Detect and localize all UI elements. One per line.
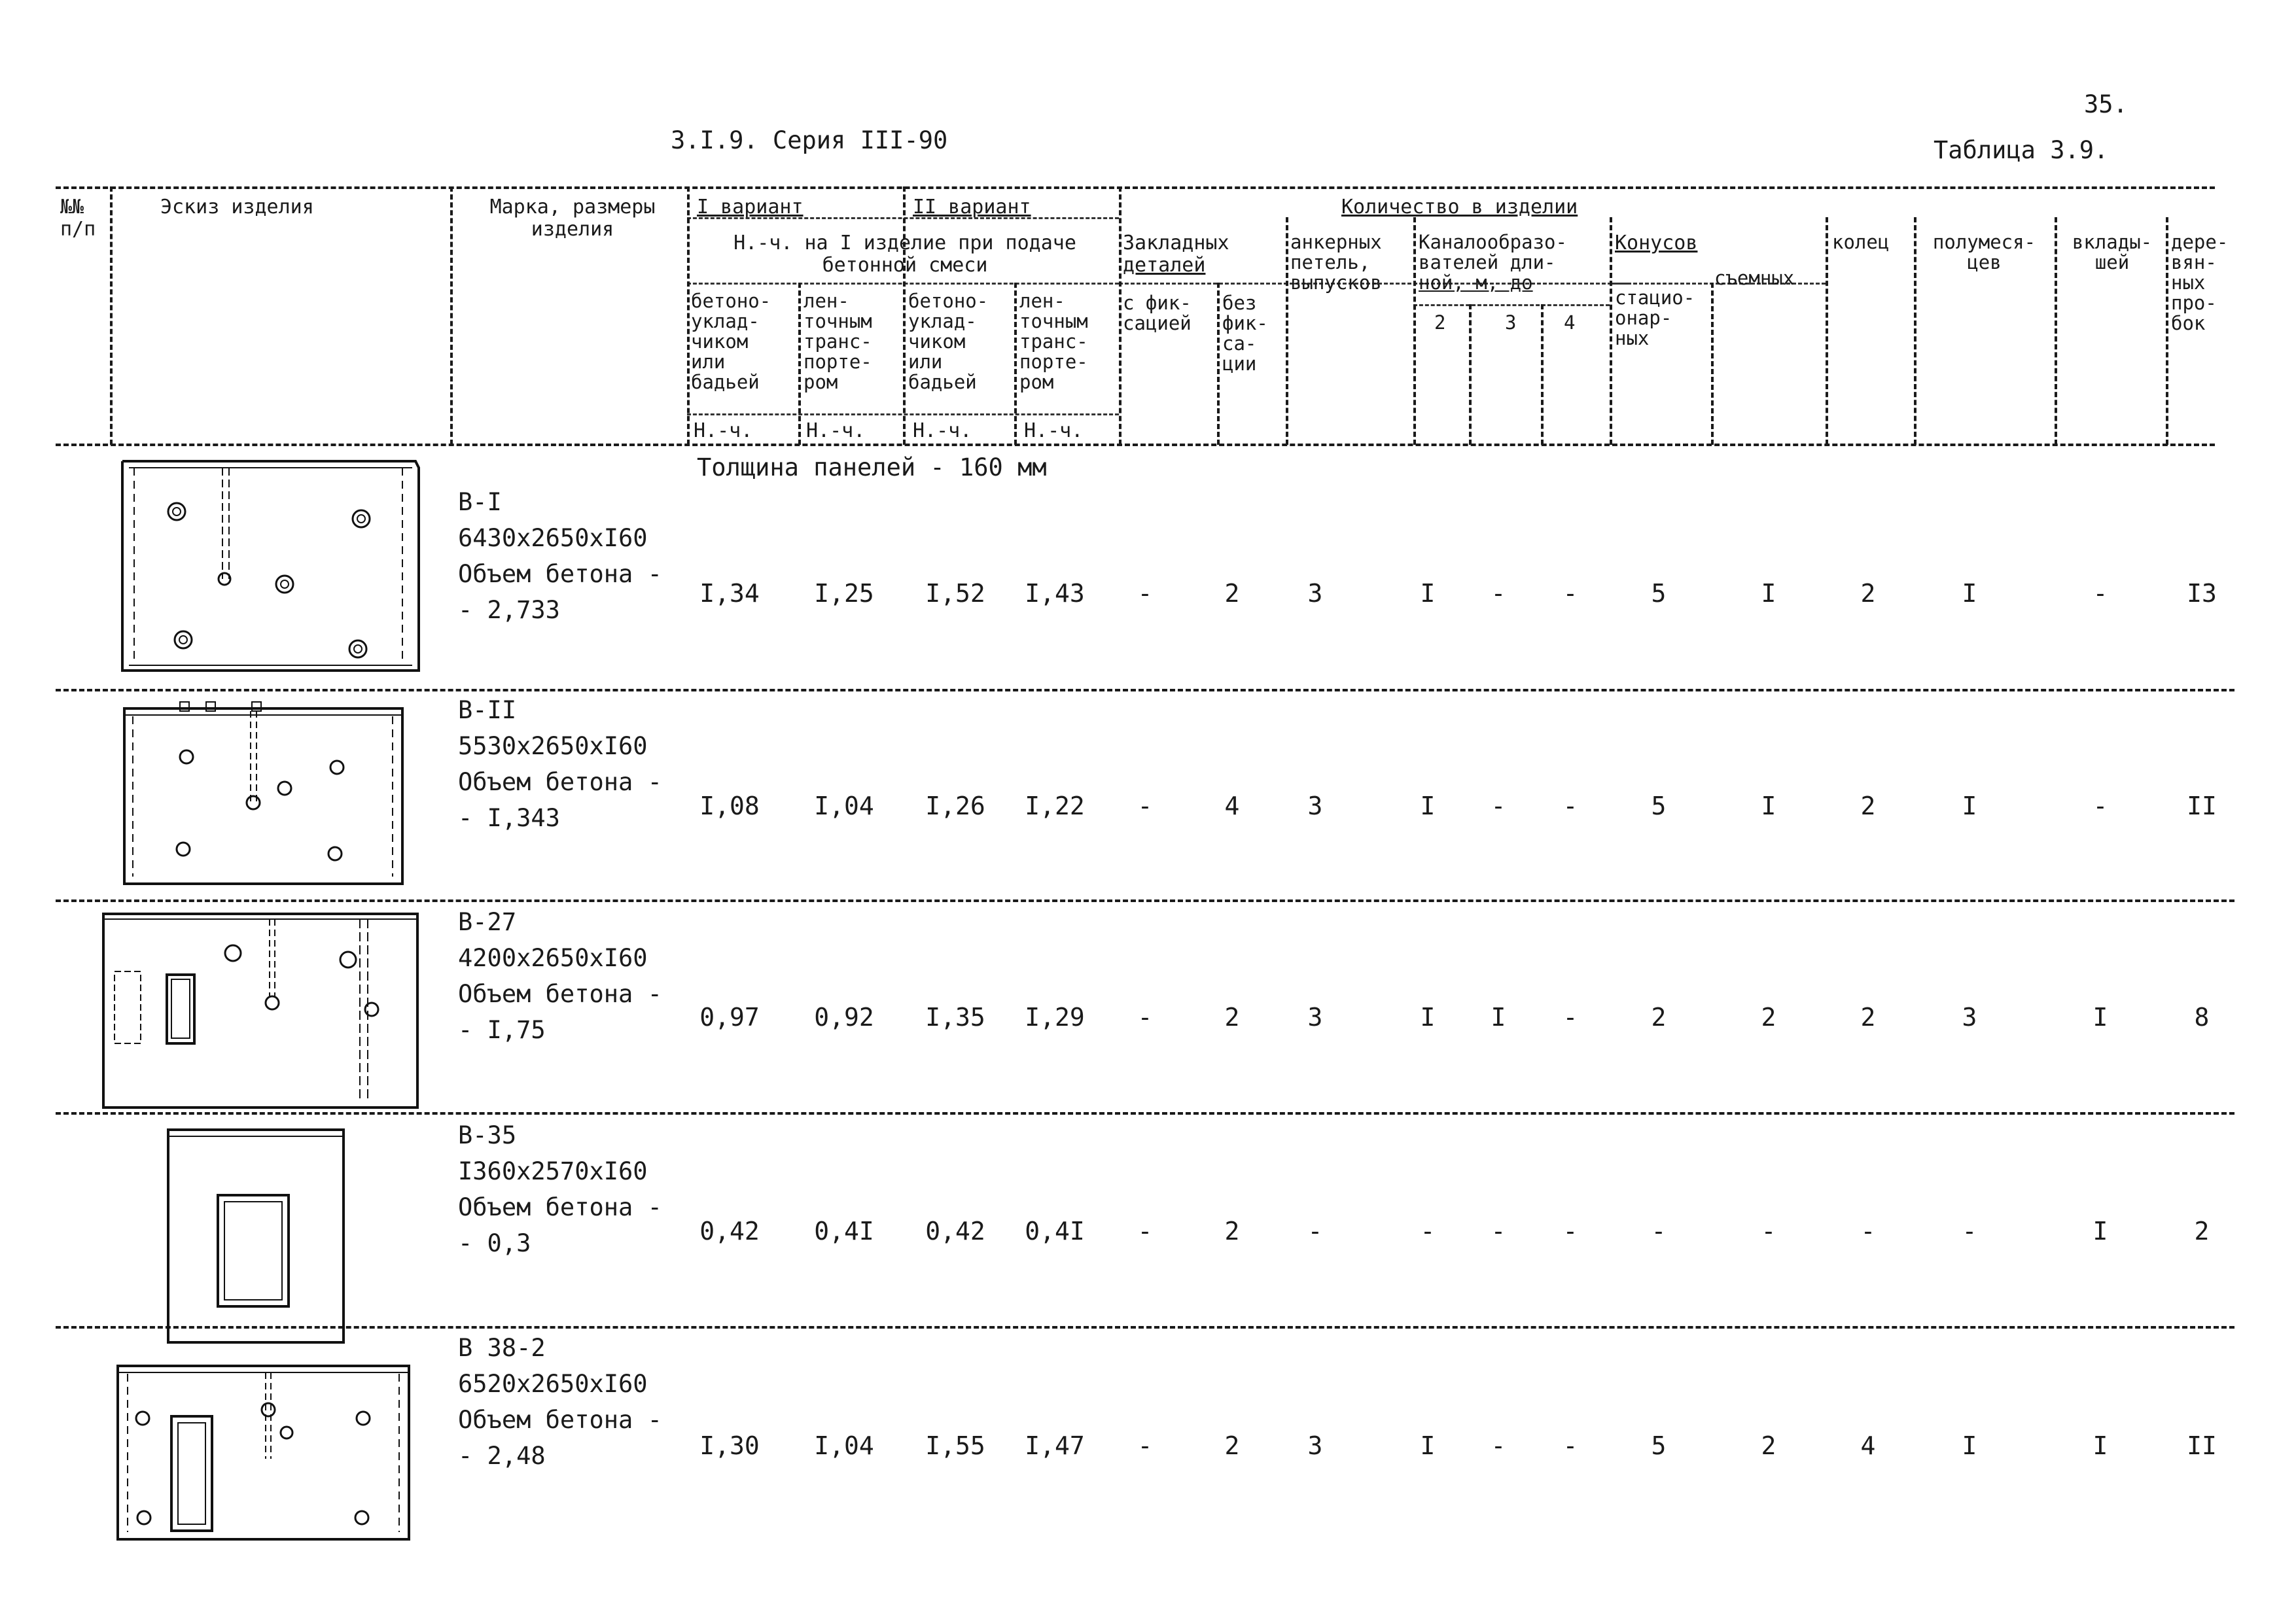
mark-name: В-27 xyxy=(458,908,517,936)
mark-size: 4200x2650xI60 xyxy=(458,944,648,972)
vline-9 xyxy=(1286,217,1288,445)
unit-label-2: Н.-ч. xyxy=(806,419,866,442)
vline-18 xyxy=(2166,217,2168,445)
header-sub-belt-1-line-3: транс- xyxy=(804,330,872,353)
volume-value: - I,343 xyxy=(458,804,560,832)
value-cell: I xyxy=(1491,1003,1506,1032)
header-wood-plugs-line-3: ных xyxy=(2171,271,2206,294)
header-half-moons xyxy=(1917,232,2051,273)
header-top-line xyxy=(56,186,2215,189)
value-cell: I xyxy=(2093,1217,2108,1246)
mark-size: I360x2570xI60 xyxy=(458,1157,648,1185)
unit-label-4: Н.-ч. xyxy=(1024,419,1084,442)
header-half-moons-line-1: полумеся- xyxy=(1932,231,2036,253)
value-cell: 0,4I xyxy=(1025,1217,1085,1246)
value-cell: I xyxy=(2093,1003,2108,1032)
value-cell: 2 xyxy=(1224,579,1240,608)
value-cell: I,08 xyxy=(699,792,760,820)
value-cell: I,30 xyxy=(699,1431,760,1460)
header-anchor-line-1: анкерных xyxy=(1290,231,1382,253)
sketch-panel-v1 xyxy=(115,455,422,674)
header-sub-line-5 xyxy=(1413,304,1610,306)
value-cell: - xyxy=(1563,1003,1578,1032)
value-cell: - xyxy=(2093,579,2108,608)
row-separator-2 xyxy=(56,899,2234,902)
header-quantity: Количество в изделии xyxy=(1341,196,1578,218)
value-cell: 5 xyxy=(1651,579,1667,608)
header-sub-concrete-1-line-2: уклад- xyxy=(691,310,760,332)
value-cell: - xyxy=(1491,792,1506,820)
value-cell: - xyxy=(2093,792,2108,820)
value-cell: - xyxy=(1651,1217,1667,1246)
volume-label: Объем бетона - xyxy=(458,768,662,796)
header-stationary-line-3: ных xyxy=(1615,327,1650,349)
channel-size-3: 3 xyxy=(1505,311,1517,334)
header-inserts-line-2: шей xyxy=(2094,251,2130,273)
header-sub-belt-2-line-2: точным xyxy=(1019,310,1088,332)
value-cell: - xyxy=(1137,579,1153,608)
value-cell: 2 xyxy=(2194,1217,2210,1246)
volume-label: Объем бетона - xyxy=(458,1193,662,1221)
header-sub-concrete-1 xyxy=(691,291,771,393)
header-channel-line-3: ной, м, до xyxy=(1419,271,1533,294)
mark-size: 6430x2650xI60 xyxy=(458,524,648,552)
header-sub-concrete-2-line-4: или xyxy=(908,351,943,373)
header-sub-belt-2-line-3: транс- xyxy=(1019,330,1088,353)
header-labor-line-1: Н.-ч. на I изделие при подаче xyxy=(733,232,1076,254)
value-cell: - xyxy=(1563,1217,1578,1246)
row-separator-3 xyxy=(56,1112,2234,1115)
page-number: 35. xyxy=(2084,90,2128,118)
mark-name: В-35 xyxy=(458,1121,517,1149)
header-sub-belt-1-line-4: порте- xyxy=(804,351,872,373)
value-cell: I xyxy=(1420,1431,1436,1460)
value-cell: - xyxy=(1761,1217,1776,1246)
header-sub-belt-2 xyxy=(1019,291,1088,393)
header-with-fix xyxy=(1123,293,1192,334)
unit-label-3: Н.-ч. xyxy=(913,419,972,442)
header-sub-belt-1 xyxy=(804,291,872,393)
header-stationary-line-2: онар- xyxy=(1615,307,1672,329)
value-cell: - xyxy=(1137,1003,1153,1032)
value-cell: II xyxy=(2187,1431,2217,1460)
header-variant1: I вариант xyxy=(697,196,804,218)
header-num-line-2: п/п xyxy=(60,218,96,241)
value-cell: 5 xyxy=(1651,1431,1667,1460)
value-cell: - xyxy=(1491,1217,1506,1246)
thickness-note: Толщина панелей - 160 мм xyxy=(697,453,1047,481)
value-cell: 3 xyxy=(1307,1431,1323,1460)
header-without-fix-line-3: са- xyxy=(1222,332,1257,355)
header-with-fix-line-1: с фик- xyxy=(1123,292,1192,314)
header-stationary-line-1: стацио- xyxy=(1615,287,1695,309)
value-cell: 2 xyxy=(1860,579,1876,608)
value-cell: 0,4I xyxy=(814,1217,874,1246)
vline-17 xyxy=(2055,217,2057,445)
value-cell: 4 xyxy=(1860,1431,1876,1460)
value-cell: 8 xyxy=(2194,1003,2210,1032)
header-wood-plugs-line-4: про- xyxy=(2171,292,2217,314)
vline-13 xyxy=(1610,217,1612,445)
value-cell: - xyxy=(1137,792,1153,820)
value-cell: I,04 xyxy=(814,792,874,820)
vline-16 xyxy=(1914,217,1916,445)
vline-4 xyxy=(798,283,801,445)
value-cell: I,04 xyxy=(814,1431,874,1460)
header-sub-belt-2-line-4: порте- xyxy=(1019,351,1088,373)
header-without-fix-line-2: фик- xyxy=(1222,312,1268,334)
value-cell: 2 xyxy=(1860,792,1876,820)
header-mark-line-1: Марка, размеры xyxy=(489,196,656,218)
volume-label: Объем бетона - xyxy=(458,560,662,588)
table-label: Таблица 3.9. xyxy=(1934,136,2109,164)
header-wood-plugs-line-1: дере- xyxy=(2171,231,2229,253)
volume-label: Объем бетона - xyxy=(458,1406,662,1434)
row-separator-1 xyxy=(56,689,2234,691)
value-cell: 3 xyxy=(1307,579,1323,608)
sketch-panel-v2 xyxy=(115,697,409,886)
value-cell: I,43 xyxy=(1025,579,1085,608)
value-cell: I xyxy=(1420,1003,1436,1032)
header-channel-line-2: вателей дли- xyxy=(1419,251,1556,273)
header-sub-concrete-2-line-3: чиком xyxy=(908,330,966,353)
vline-5 xyxy=(903,186,906,445)
value-cell: - xyxy=(1491,579,1506,608)
volume-label: Объем бетона - xyxy=(458,980,662,1008)
value-cell: - xyxy=(1860,1217,1876,1246)
mark-row-2 xyxy=(458,692,662,836)
volume-value: - I,75 xyxy=(458,1016,546,1044)
value-cell: I xyxy=(1962,579,1977,608)
value-cell: 5 xyxy=(1651,792,1667,820)
sketch-panel-v38-2 xyxy=(111,1361,419,1541)
header-wood-plugs-line-5: бок xyxy=(2171,312,2206,334)
value-cell: - xyxy=(1137,1217,1153,1246)
value-cell: I3 xyxy=(2187,579,2217,608)
value-cell: 2 xyxy=(1224,1431,1240,1460)
value-cell: - xyxy=(1491,1431,1506,1460)
header-inserts xyxy=(2060,232,2164,273)
value-cell: 2 xyxy=(1860,1003,1876,1032)
sketch-panel-v27 xyxy=(98,906,425,1109)
sketch-panel-v35 xyxy=(160,1122,350,1344)
header-without-fix-line-1: без xyxy=(1222,292,1257,314)
value-cell: I,22 xyxy=(1025,792,1085,820)
header-inserts-line-1: вклады- xyxy=(2072,231,2153,253)
header-variant2: II вариант xyxy=(913,196,1031,218)
mark-name: В-I xyxy=(458,488,502,516)
header-embedded-line-2: деталей xyxy=(1123,254,1206,277)
header-labor xyxy=(692,232,1118,277)
header-sub-concrete-1-line-3: чиком xyxy=(691,330,749,353)
value-cell: 0,97 xyxy=(699,1003,760,1032)
value-cell: 3 xyxy=(1307,1003,1323,1032)
value-cell: 4 xyxy=(1224,792,1240,820)
value-cell: 2 xyxy=(1651,1003,1667,1032)
channel-size-2: 2 xyxy=(1434,311,1446,334)
vline-14 xyxy=(1711,283,1714,445)
mark-name: В-II xyxy=(458,696,517,724)
header-stationary xyxy=(1615,288,1695,349)
value-cell: II xyxy=(2187,792,2217,820)
header-without-fix xyxy=(1222,293,1268,374)
value-cell: I xyxy=(1761,579,1776,608)
value-cell: 2 xyxy=(1761,1431,1776,1460)
value-cell: I,35 xyxy=(925,1003,985,1032)
header-bottom-line xyxy=(56,444,2215,446)
vline-11 xyxy=(1469,304,1472,445)
header-embedded xyxy=(1123,232,1229,277)
header-sub-belt-2-line-1: лен- xyxy=(1019,290,1065,312)
vline-10 xyxy=(1413,217,1416,445)
value-cell: I,26 xyxy=(925,792,985,820)
header-anchor xyxy=(1290,232,1382,293)
header-anchor-line-2: петель, xyxy=(1290,251,1371,273)
volume-value: - 2,733 xyxy=(458,596,560,624)
header-sub-concrete-1-line-1: бетоно- xyxy=(691,290,771,312)
unit-label-1: Н.-ч. xyxy=(694,419,753,442)
header-cones: Конусов xyxy=(1615,232,1698,254)
header-channel xyxy=(1419,232,1567,293)
header-sub-concrete-2-line-1: бетоно- xyxy=(908,290,989,312)
value-cell: 3 xyxy=(1307,792,1323,820)
mark-size: 5530x2650xI60 xyxy=(458,732,648,760)
row-separator-4 xyxy=(56,1326,2234,1329)
series-title: 3.I.9. Серия III-90 xyxy=(671,126,948,154)
value-cell: 2 xyxy=(1761,1003,1776,1032)
header-channel-line-1: Каналообразо- xyxy=(1419,231,1567,253)
value-cell: - xyxy=(1962,1217,1977,1246)
vline-7 xyxy=(1119,186,1122,445)
header-anchor-line-3: выпусков xyxy=(1290,271,1382,294)
header-without-fix-line-4: ции xyxy=(1222,353,1257,375)
value-cell: 3 xyxy=(1962,1003,1977,1032)
header-with-fix-line-2: сацией xyxy=(1123,312,1192,334)
value-cell: - xyxy=(1307,1217,1323,1246)
header-sub-concrete-1-line-4: или xyxy=(691,351,726,373)
header-sub-belt-1-line-5: ром xyxy=(804,371,838,393)
value-cell: I xyxy=(1420,792,1436,820)
header-wood-plugs-line-2: вян- xyxy=(2171,251,2217,273)
volume-value: - 2,48 xyxy=(458,1442,546,1470)
header-sub-belt-1-line-2: точным xyxy=(804,310,872,332)
value-cell: - xyxy=(1137,1431,1153,1460)
value-cell: I,55 xyxy=(925,1431,985,1460)
vline-15 xyxy=(1826,217,1828,445)
mark-name: В 38-2 xyxy=(458,1334,546,1362)
header-mark xyxy=(471,196,674,241)
header-sub-concrete-1-line-5: бадьей xyxy=(691,371,760,393)
value-cell: I xyxy=(1962,792,1977,820)
header-sub-concrete-2-line-2: уклад- xyxy=(908,310,977,332)
mark-row-4 xyxy=(458,1117,662,1261)
value-cell: - xyxy=(1563,579,1578,608)
value-cell: I,29 xyxy=(1025,1003,1085,1032)
header-wood-plugs xyxy=(2171,232,2228,334)
header-sub-belt-1-line-1: лен- xyxy=(804,290,849,312)
header-labor-line-2: бетонной смеси xyxy=(822,254,988,277)
header-num-line-1: №№ xyxy=(60,196,84,218)
mark-row-1 xyxy=(458,484,662,628)
mark-size: 6520x2650xI60 xyxy=(458,1370,648,1398)
value-cell: 0,42 xyxy=(925,1217,985,1246)
header-rings: колец xyxy=(1832,231,1890,253)
header-embedded-line-1: Закладных xyxy=(1123,232,1229,254)
value-cell: I xyxy=(1420,579,1436,608)
value-cell: I,34 xyxy=(699,579,760,608)
header-mark-line-2: изделия xyxy=(531,218,614,241)
header-sub-concrete-2-line-5: бадьей xyxy=(908,371,977,393)
value-cell: I,52 xyxy=(925,579,985,608)
value-cell: I,47 xyxy=(1025,1431,1085,1460)
volume-value: - 0,3 xyxy=(458,1229,531,1257)
value-cell: I xyxy=(1761,792,1776,820)
mark-row-3 xyxy=(458,904,662,1048)
value-cell: I,25 xyxy=(814,579,874,608)
value-cell: 0,42 xyxy=(699,1217,760,1246)
value-cell: 2 xyxy=(1224,1217,1240,1246)
vline-2 xyxy=(450,186,453,445)
vline-6 xyxy=(1014,283,1017,445)
vline-8 xyxy=(1217,283,1220,445)
value-cell: 0,92 xyxy=(814,1003,874,1032)
header-half-moons-line-2: цев xyxy=(1967,251,2002,273)
header-sketch: Эскиз изделия xyxy=(160,196,314,218)
header-sub-concrete-2 xyxy=(908,291,988,393)
channel-size-4: 4 xyxy=(1564,311,1576,334)
header-sub-belt-2-line-5: ром xyxy=(1019,371,1054,393)
header-removable: съемных xyxy=(1714,267,1795,289)
header-num xyxy=(60,196,96,241)
vline-3 xyxy=(687,186,690,445)
vline-1 xyxy=(110,186,113,445)
value-cell: I xyxy=(1962,1431,1977,1460)
value-cell: - xyxy=(1563,1431,1578,1460)
value-cell: I xyxy=(2093,1431,2108,1460)
mark-row-5 xyxy=(458,1330,662,1474)
value-cell: - xyxy=(1420,1217,1436,1246)
value-cell: - xyxy=(1563,792,1578,820)
value-cell: 2 xyxy=(1224,1003,1240,1032)
vline-12 xyxy=(1541,304,1544,445)
